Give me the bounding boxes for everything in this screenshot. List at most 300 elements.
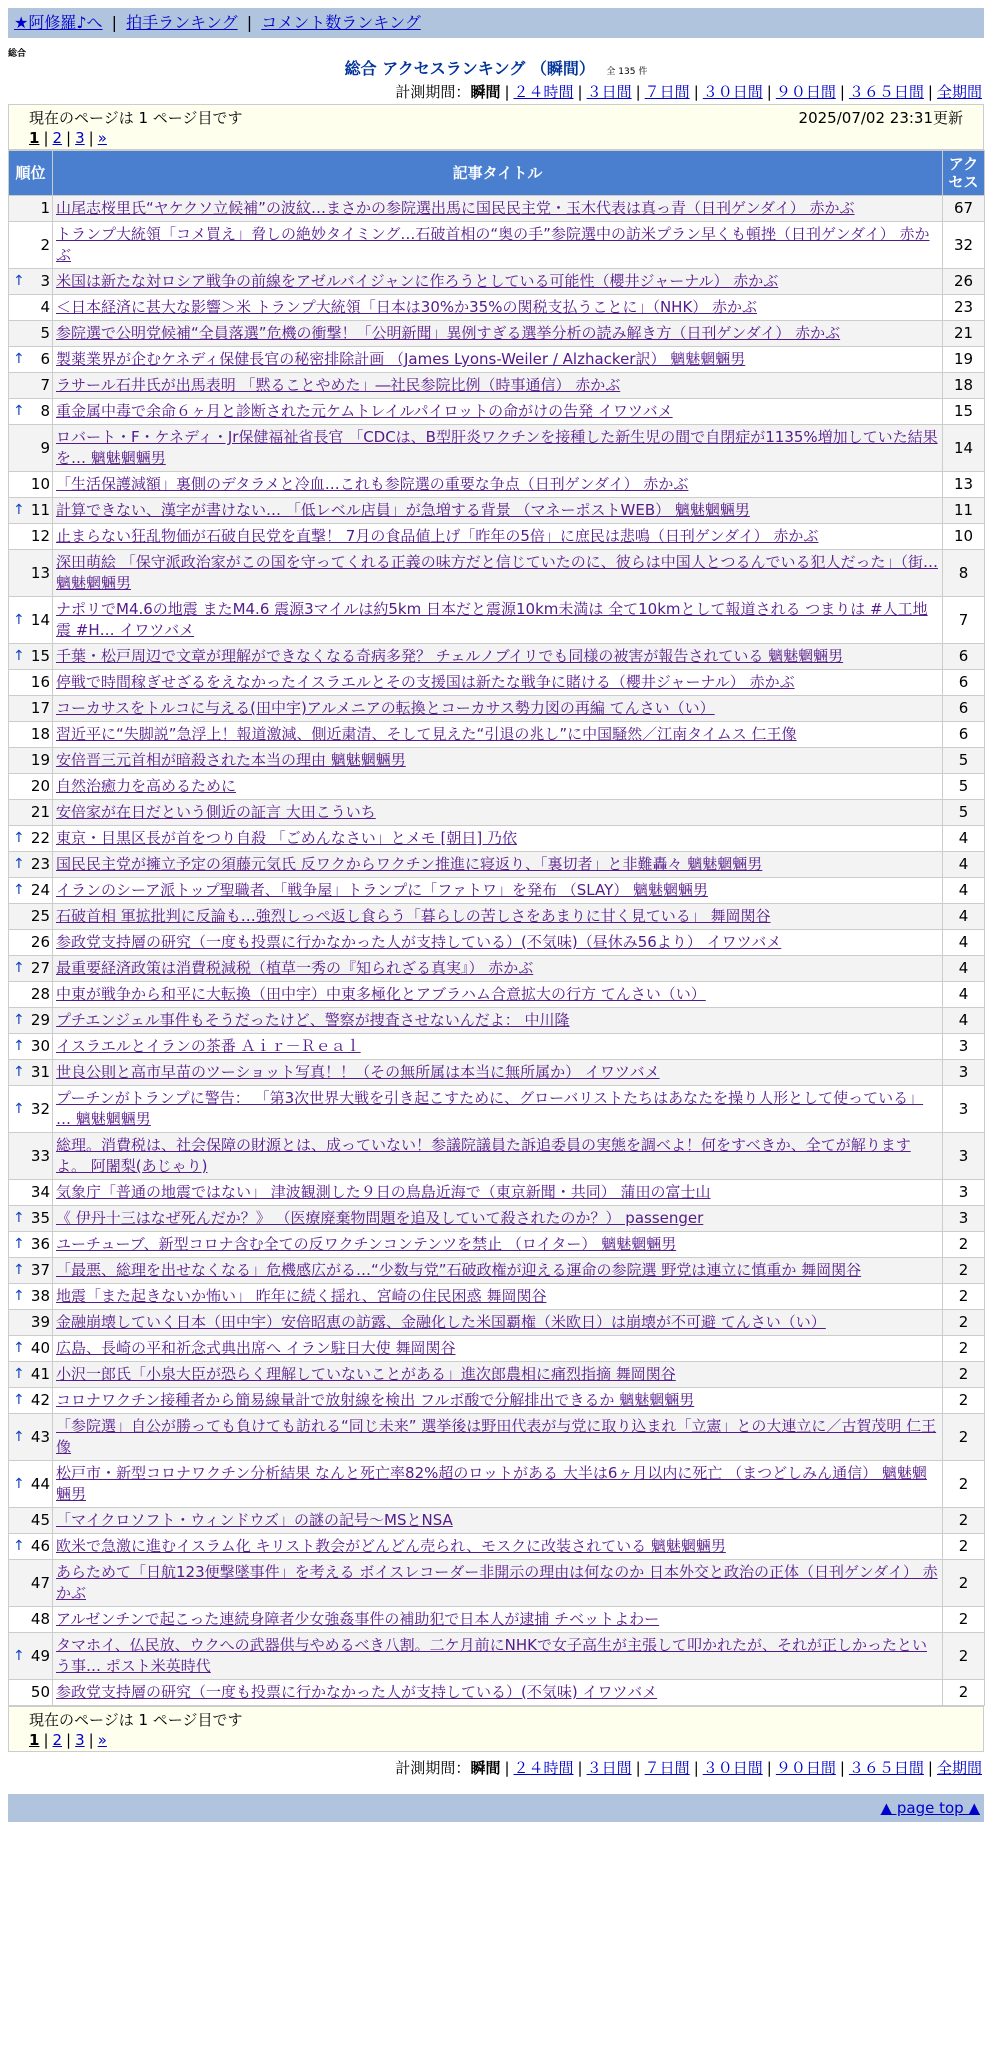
period-current: 瞬間 xyxy=(470,83,501,101)
title-cell xyxy=(53,347,943,373)
arrow-up-icon: ↑ xyxy=(13,1038,25,1054)
next-page-link[interactable]: » xyxy=(97,1731,107,1749)
article-link[interactable]: アルゼンチンで起こった連続身障者少女強姦事件の補助犯で日本人が逮捕 チベットよわー xyxy=(56,1610,660,1628)
rank-cell xyxy=(9,1336,53,1362)
table-row xyxy=(9,399,985,425)
period-selector-bottom xyxy=(8,1756,984,1780)
article-link[interactable]: イスラエルとイランの茶番 Ａｉｒ－Ｒｅａｌ xyxy=(56,1037,361,1055)
title-cell xyxy=(53,1086,943,1133)
article-link[interactable]: 松戸市・新型コロナワクチン分析結果 なんと死亡率82%超のロットがある 大半は6ヶ月以内に死亡 （まつどしみん通信） 魑魅魍魎男 xyxy=(56,1464,927,1503)
access-count: 5 xyxy=(943,774,985,800)
access-count: 6 xyxy=(943,670,985,696)
period-link[interactable]: ３日間 xyxy=(586,83,632,101)
access-count: 2 xyxy=(943,1680,985,1706)
rank-number: 39 xyxy=(30,1313,50,1331)
rank-cell xyxy=(9,1534,53,1560)
title-cell xyxy=(53,774,943,800)
title-cell xyxy=(53,399,943,425)
article-link[interactable]: ロバート・F・ケネディ・Jr保健福祉省長官 「CDCは、B型肝炎ワクチンを接種した新生児の間で自閉症が1135%増加していた結果を… 魑魅魍魎男 xyxy=(56,428,938,467)
article-link[interactable]: 最重要経済政策は消費税減税（植草一秀の『知られざる真実』） 赤かぶ xyxy=(56,959,534,977)
title-cell xyxy=(53,1284,943,1310)
period-current: 瞬間 xyxy=(470,1759,501,1777)
access-count: 8 xyxy=(943,550,985,597)
rank-number: 25 xyxy=(30,907,50,925)
period-separator: | xyxy=(839,1759,845,1777)
article-link[interactable]: 計算できない、漢字が書けない… 「低レベル店員」が急増する背景 （マネーポストWEB） 魑魅魍魎男 xyxy=(56,501,750,519)
table-row xyxy=(9,597,985,644)
article-link[interactable]: 小沢一郎氏「小泉大臣が恐らく理解していないことがある」進次郎農相に痛烈指摘 舞岡関谷 xyxy=(56,1365,676,1383)
period-link[interactable]: ２４時間 xyxy=(513,83,574,101)
article-link[interactable]: 世良公則と高市早苗のツーショット写真！！（その無所属は本当に無所属か） イワツバメ xyxy=(56,1063,660,1081)
period-separator: | xyxy=(693,83,699,101)
access-count: 4 xyxy=(943,956,985,982)
table-row xyxy=(9,1034,985,1060)
period-link[interactable]: ３日間 xyxy=(586,1759,632,1777)
table-row xyxy=(9,670,985,696)
title-cell xyxy=(53,550,943,597)
article-link[interactable]: 広島、長崎の平和祈念式典出席へ イラン駐日大使 舞岡関谷 xyxy=(56,1339,456,1357)
article-link[interactable]: ラサール石井氏が出馬表明 「黙ることやめた」―社民参院比例（時事通信） 赤かぶ xyxy=(56,376,621,394)
title-cell xyxy=(53,930,943,956)
access-count: 7 xyxy=(943,597,985,644)
rank-cell xyxy=(9,1034,53,1060)
rank-number: 3 xyxy=(40,272,50,290)
title-cell xyxy=(53,1560,943,1607)
arrow-up-icon: ↑ xyxy=(13,1428,25,1445)
rank-cell xyxy=(9,1560,53,1607)
title-cell xyxy=(53,748,943,774)
rank-number: 38 xyxy=(30,1287,50,1305)
article-link[interactable]: 自然治癒力を高めるために xyxy=(56,777,237,795)
access-count: 10 xyxy=(943,524,985,550)
page-link[interactable]: 2 xyxy=(52,129,63,147)
access-count: 2 xyxy=(943,1336,985,1362)
rank-cell xyxy=(9,1633,53,1680)
rank-number: 23 xyxy=(30,855,50,873)
article-link[interactable]: 千葉・松戸周辺で文章が理解ができなくなる奇病多発？ チェルノブイリでも同様の被害が報告されている 魑魅魍魎男 xyxy=(56,647,844,665)
access-count: 2 xyxy=(943,1414,985,1461)
title-cell xyxy=(53,295,943,321)
period-selector-top xyxy=(8,80,984,104)
title-cell xyxy=(53,644,943,670)
table-row xyxy=(9,1508,985,1534)
rank-cell xyxy=(9,1180,53,1206)
rank-number: 16 xyxy=(30,673,50,691)
article-link[interactable]: コロナワクチン接種者から簡易線量計で放射線を検出 フルボ酸で分解排出できるか 魑魅魍魎男 xyxy=(56,1391,695,1409)
title-cell xyxy=(53,269,943,295)
table-row xyxy=(9,1362,985,1388)
access-count: 2 xyxy=(943,1310,985,1336)
rank-cell xyxy=(9,826,53,852)
rank-number: 18 xyxy=(30,725,50,743)
title-cell xyxy=(53,1414,943,1461)
ranking-body xyxy=(9,196,985,1706)
page-link[interactable]: 3 xyxy=(75,129,85,147)
period-label: 計測期間： xyxy=(395,83,471,101)
period-link[interactable]: 全期間 xyxy=(936,83,982,101)
access-count: 4 xyxy=(943,852,985,878)
article-link[interactable]: 安倍家が在日だという側近の証言 大田こういち xyxy=(56,803,376,821)
rank-cell xyxy=(9,1008,53,1034)
arrow-up-icon: ↑ xyxy=(13,351,25,367)
title-cell xyxy=(53,800,943,826)
title-cell xyxy=(53,1461,943,1508)
article-link[interactable]: ＜日本経済に甚大な影響＞米 トランプ大統領「日本は30%か35%の関税支払うことに」（NHK） 赤かぶ xyxy=(56,298,758,316)
rank-number: 35 xyxy=(30,1209,50,1227)
access-count: 2 xyxy=(943,1362,985,1388)
period-link[interactable]: ３０日間 xyxy=(702,1759,763,1777)
title-cell xyxy=(53,597,943,644)
article-link[interactable]: 総理。消費税は、社会保障の財源とは、成っていない！参議院議員た訴追委員の実態を調べよ！何をすべきか、全てが解りますよ。 阿闍梨(あじゃり) xyxy=(56,1136,911,1175)
title-cell xyxy=(53,524,943,550)
rank-number: 22 xyxy=(30,829,50,847)
article-link[interactable]: 安倍晋三元首相が暗殺された本当の理由 魑魅魍魎男 xyxy=(56,751,406,769)
period-link[interactable]: 全期間 xyxy=(936,1759,982,1777)
arrow-up-icon: ↑ xyxy=(13,611,25,628)
total-count: 全 135 件 xyxy=(606,67,648,77)
article-link[interactable]: 止まらない狂乱物価が石破自民党を直撃！ 7月の食品値上げ「昨年の5倍」に庶民は悲鳴（日刊ゲンダイ） 赤かぶ xyxy=(56,527,819,545)
title-cell xyxy=(53,1206,943,1232)
table-row xyxy=(9,1060,985,1086)
article-link[interactable]: 山尾志桜里氏“ヤケクソ立候補”の波紋…まさかの参院選出馬に国民民主党・玉木代表は真っ青（日刊ゲンダイ） 赤かぶ xyxy=(56,199,855,217)
article-link[interactable]: 参院選で公明党候補“全員落選”危機の衝撃！「公明新聞」異例すぎる選挙分析の読み解き方（日刊ゲンダイ） 赤かぶ xyxy=(56,324,841,342)
arrow-up-icon: ↑ xyxy=(13,1340,25,1356)
period-separator: | xyxy=(927,1759,933,1777)
rank-number: 36 xyxy=(30,1235,50,1253)
period-link[interactable]: ３６５日間 xyxy=(848,83,924,101)
rank-cell xyxy=(9,982,53,1008)
access-count: 67 xyxy=(943,196,985,222)
article-link[interactable]: 「生活保護減額」裏側のデタラメと冷血…これも参院選の重要な争点（日刊ゲンダイ） 赤かぶ xyxy=(56,475,689,493)
table-row xyxy=(9,550,985,597)
access-count: 4 xyxy=(943,904,985,930)
period-link[interactable]: ９０日間 xyxy=(775,83,836,101)
access-count: 2 xyxy=(943,1633,985,1680)
table-row xyxy=(9,1086,985,1133)
period-separator: | xyxy=(577,1759,583,1777)
rank-number: 2 xyxy=(40,235,50,254)
arrow-up-icon: ↑ xyxy=(13,1012,25,1028)
period-link[interactable]: ３６５日間 xyxy=(848,1759,924,1777)
title-cell xyxy=(53,722,943,748)
access-count: 2 xyxy=(943,1232,985,1258)
article-link[interactable]: ナポリでM4.6の地震 またM4.6 震源3マイルは約5km 日本だと震源10km未満は 全て10kmとして報道される つまりは #人工地震 #H… イワツバメ xyxy=(56,600,928,639)
arrow-up-icon: ↑ xyxy=(13,856,25,872)
table-row xyxy=(9,1534,985,1560)
rank-number: 8 xyxy=(40,402,50,420)
access-count: 4 xyxy=(943,982,985,1008)
page-separator: | xyxy=(43,129,49,147)
ranking-table xyxy=(8,150,985,1706)
rank-cell xyxy=(9,852,53,878)
article-link[interactable]: 習近平に“失脚説”急浮上！報道激減、側近粛清、そして見えた“引退の兆し”に中国騒然／江南タイムス 仁王像 xyxy=(56,725,797,743)
table-row xyxy=(9,644,985,670)
title-cell xyxy=(53,982,943,1008)
access-count: 4 xyxy=(943,930,985,956)
arrow-up-icon: ↑ xyxy=(13,273,25,289)
page-link[interactable]: 1 xyxy=(29,1731,40,1749)
clap-ranking-link[interactable]: 拍手ランキング xyxy=(126,13,238,32)
title-cell xyxy=(53,1310,943,1336)
arrow-up-icon: ↑ xyxy=(13,882,25,898)
rank-number: 28 xyxy=(30,985,50,1003)
article-link[interactable]: 米国は新たな対ロシア戦争の前線をアゼルバイジャンに作ろうとしている可能性（櫻井ジャーナル） 赤かぶ xyxy=(56,272,779,290)
period-link[interactable]: ７日間 xyxy=(644,1759,690,1777)
arrow-up-icon: ↑ xyxy=(13,960,25,976)
article-link[interactable]: プーチンがトランプに警告： 「第3次世界大戦を引き起こすために、グローバリストたちはあなたを操り人形として使っている」 … 魑魅魍魎男 xyxy=(56,1089,924,1128)
title-cell xyxy=(53,498,943,524)
rank-number: 29 xyxy=(30,1011,50,1029)
article-link[interactable]: タマホイ、仏民放、ウクへの武器供与やめるべき八割。二ケ月前にNHKで女子高生が主張して叩かれたが、それが正しかったという事… ポスト米英時代 xyxy=(56,1636,927,1675)
rank-number: 48 xyxy=(30,1610,50,1628)
table-row xyxy=(9,800,985,826)
rank-cell xyxy=(9,930,53,956)
article-link[interactable]: 《 伊丹十三はなぜ死んだか？》 （医療廃棄物問題を追及していて殺されたのか？） passenger xyxy=(56,1209,704,1227)
rank-cell xyxy=(9,321,53,347)
rank-number: 9 xyxy=(40,438,50,457)
article-link[interactable]: 「最悪、総理を出せなくなる」危機感広がる…“少数与党”石破政権が迎える運命の参院選 野党は連立に慎重か 舞岡関谷 xyxy=(56,1261,862,1279)
access-count: 26 xyxy=(943,269,985,295)
pager-bottom xyxy=(8,1706,984,1752)
rank-cell xyxy=(9,1060,53,1086)
access-count: 2 xyxy=(943,1508,985,1534)
article-link[interactable]: 「参院選」自公が勝っても負けても訪れる“同じ未来” 選挙後は野田代表が与党に取り込まれ「立憲」との大連立に／古賀茂明 仁王像 xyxy=(56,1417,937,1456)
current-page-text: 現在のページは 1 ページ目です xyxy=(29,109,243,127)
title-cell xyxy=(53,1607,943,1633)
table-row xyxy=(9,748,985,774)
page-separator: | xyxy=(43,1731,49,1749)
table-row xyxy=(9,1461,985,1508)
page-title-row xyxy=(8,58,984,80)
article-link[interactable]: コーカサスをトルコに与える(田中宇)アルメニアの転換とコーカサス勢力図の再編 てんさい（い） xyxy=(56,699,715,717)
page-link[interactable]: 2 xyxy=(52,1731,63,1749)
arrow-up-icon: ↑ xyxy=(13,1288,25,1304)
title-cell xyxy=(53,1336,943,1362)
bottom-bar xyxy=(8,1794,984,1822)
table-row xyxy=(9,1633,985,1680)
rank-cell xyxy=(9,524,53,550)
article-link[interactable]: 参政党支持層の研究（一度も投票に行かなかった人が支持している）(不気味)（昼休み56より） イワツバメ xyxy=(56,933,782,951)
rank-number: 34 xyxy=(30,1183,50,1201)
page-title: 総合 アクセスランキング （瞬間） xyxy=(344,59,595,78)
rank-number: 40 xyxy=(30,1339,50,1357)
access-count: 3 xyxy=(943,1180,985,1206)
period-separator: | xyxy=(635,83,641,101)
access-count: 6 xyxy=(943,644,985,670)
rank-cell xyxy=(9,1508,53,1534)
comment-ranking-link[interactable]: コメント数ランキング xyxy=(261,13,421,32)
access-count: 3 xyxy=(943,1086,985,1133)
article-link[interactable]: 地震「また起きないか怖い」 昨年に続く揺れ、宮崎の住民困惑 舞岡関谷 xyxy=(56,1287,547,1305)
top-nav xyxy=(8,8,984,38)
title-cell xyxy=(53,1508,943,1534)
period-link[interactable]: ９０日間 xyxy=(775,1759,836,1777)
table-row xyxy=(9,826,985,852)
arrow-up-icon: ↑ xyxy=(13,1064,25,1080)
period-separator: | xyxy=(504,1759,510,1777)
page-wrapper xyxy=(8,0,984,1822)
rank-number: 46 xyxy=(30,1537,50,1555)
rank-number: 26 xyxy=(30,933,50,951)
article-link[interactable]: 金融崩壊していく日本（田中宇）安倍昭恵の訪露、金融化した米国覇権（米欧日）は崩壊が不可避 てんさい（い） xyxy=(56,1313,826,1331)
rank-number: 13 xyxy=(30,563,50,582)
rank-cell xyxy=(9,670,53,696)
title-cell xyxy=(53,1034,943,1060)
arrow-up-icon: ↑ xyxy=(13,502,25,518)
table-row xyxy=(9,373,985,399)
rank-number: 5 xyxy=(40,324,50,342)
title-cell xyxy=(53,1060,943,1086)
period-separator: | xyxy=(766,1759,772,1777)
arrow-up-icon: ↑ xyxy=(13,1262,25,1278)
access-count: 6 xyxy=(943,696,985,722)
access-count: 5 xyxy=(943,748,985,774)
table-header-row xyxy=(9,151,985,196)
article-link[interactable]: トランプ大統領「コメ買え」脅しの絶妙タイミング…石破首相の“奥の手”参院選中の訪米プラン早くも頓挫（日刊ゲンダイ） 赤かぶ xyxy=(56,225,930,264)
table-row xyxy=(9,852,985,878)
article-link[interactable]: 「マイクロソフト・ウィンドウズ」の謎の記号～MSとNSA xyxy=(56,1511,453,1529)
title-cell xyxy=(53,1180,943,1206)
rank-cell xyxy=(9,1133,53,1180)
rank-number: 42 xyxy=(30,1391,50,1409)
table-row xyxy=(9,1388,985,1414)
pager-top xyxy=(8,104,984,150)
rank-number: 14 xyxy=(30,610,50,629)
table-row xyxy=(9,1607,985,1633)
rank-number: 27 xyxy=(30,959,50,977)
rank-cell xyxy=(9,748,53,774)
article-link[interactable]: 参政党支持層の研究（一度も投票に行かなかった人が支持している）(不気味) イワツバメ xyxy=(56,1683,658,1701)
article-link[interactable]: 停戦で時間稼ぎせざるをえなかったイスラエルとその支援国は新たな戦争に賭ける（櫻井ジャーナル） 赤かぶ xyxy=(56,673,795,691)
rank-cell xyxy=(9,295,53,321)
access-count: 2 xyxy=(943,1534,985,1560)
title-cell xyxy=(53,1680,943,1706)
updated-timestamp: 2025/07/02 23:31更新 xyxy=(798,109,963,127)
rank-cell xyxy=(9,550,53,597)
access-count: 3 xyxy=(943,1206,985,1232)
title-cell xyxy=(53,222,943,269)
access-count: 21 xyxy=(943,321,985,347)
rank-number: 32 xyxy=(30,1099,50,1118)
title-cell xyxy=(53,1388,943,1414)
rank-cell xyxy=(9,269,53,295)
access-count: 2 xyxy=(943,1461,985,1508)
rank-number: 50 xyxy=(30,1683,50,1701)
arrow-up-icon: ↑ xyxy=(13,830,25,846)
category-tag: 総合 xyxy=(8,49,27,59)
article-link[interactable]: 気象庁「普通の地震ではない」 津波観測した９日の鳥島近海で（東京新聞・共同） 蒲田の富士山 xyxy=(56,1183,711,1201)
article-link[interactable]: 石破首相 軍拡批判に反論も…強烈しっぺ返し食らう「暮らしの苦しさをあまりに甘く見ている」 舞岡関谷 xyxy=(56,907,771,925)
article-link[interactable]: 東京・目黒区長が首をつり自殺 「ごめんなさい」とメモ [朝日] 乃依 xyxy=(56,829,518,847)
rank-number: 45 xyxy=(30,1511,50,1529)
table-row xyxy=(9,1133,985,1180)
period-separator: | xyxy=(504,83,510,101)
access-count: 4 xyxy=(943,1008,985,1034)
rank-number: 37 xyxy=(30,1261,50,1279)
table-row xyxy=(9,472,985,498)
article-link[interactable]: ユーチューブ、新型コロナ含む全ての反ワクチンコンテンツを禁止 （ロイター） 魑魅魍魎男 xyxy=(56,1235,677,1253)
page-separator: | xyxy=(88,1731,94,1749)
article-link[interactable]: 国民民主党が擁立予定の須藤元気氏 反ワクからワクチン推進に寝返り、「裏切者」と非難轟々 魑魅魍魎男 xyxy=(56,855,763,873)
article-link[interactable]: 中東が戦争から和平に大転換（田中宇）中東多極化とアブラハム合意拡大の行方 てんさい（い） xyxy=(56,985,706,1003)
access-count: 5 xyxy=(943,800,985,826)
rank-number: 20 xyxy=(30,777,50,795)
title-cell xyxy=(53,196,943,222)
table-row xyxy=(9,295,985,321)
title-cell xyxy=(53,1534,943,1560)
rank-cell xyxy=(9,1284,53,1310)
period-link[interactable]: ７日間 xyxy=(644,83,690,101)
pager-status-row xyxy=(29,1710,963,1730)
access-count: 15 xyxy=(943,399,985,425)
arrow-up-icon: ↑ xyxy=(13,1100,25,1117)
table-row xyxy=(9,904,985,930)
access-count: 3 xyxy=(943,1034,985,1060)
table-row xyxy=(9,774,985,800)
title-cell xyxy=(53,1362,943,1388)
access-count: 2 xyxy=(943,1284,985,1310)
rank-number: 12 xyxy=(30,527,50,545)
page-top-link[interactable]: ▲ page top ▲ xyxy=(880,1799,980,1817)
article-link[interactable]: イランのシーア派トップ聖職者、「戦争屋」トランプに「ファトワ」を発布 （SLAY） 魑魅魍魎男 xyxy=(56,881,709,899)
period-link[interactable]: ３０日間 xyxy=(702,83,763,101)
rank-cell xyxy=(9,597,53,644)
rank-cell xyxy=(9,878,53,904)
table-row xyxy=(9,982,985,1008)
article-link[interactable]: 深田萌絵 「保守派政治家がこの国を守ってくれる正義の味方だと信じていたのに、彼らは中国人とつるんでいる犯人だった」（街… 魑魅魍魎男 xyxy=(56,553,938,592)
table-row xyxy=(9,930,985,956)
article-link[interactable]: 欧米で急激に進むイスラム化 キリスト教会がどんどん売られ、モスクに改装されている 魑魅魍魎男 xyxy=(56,1537,726,1555)
page-link[interactable]: 3 xyxy=(75,1731,85,1749)
title-cell xyxy=(53,852,943,878)
rank-number: 49 xyxy=(30,1646,50,1665)
title-cell xyxy=(53,696,943,722)
home-link[interactable]: ★阿修羅♪へ xyxy=(14,13,103,32)
article-link[interactable]: あらためて「日航123便撃墜事件」を考える ボイスレコーダー非開示の理由は何なのか 日本外交と政治の正体（日刊ゲンダイ） 赤かぶ xyxy=(56,1563,938,1602)
rank-number: 10 xyxy=(30,475,50,493)
title-cell xyxy=(53,1258,943,1284)
article-link[interactable]: プチエンジェル事件もそうだったけど、警察が捜査させないんだよ： 中川隆 xyxy=(56,1011,570,1029)
table-row xyxy=(9,269,985,295)
rank-cell xyxy=(9,1680,53,1706)
title-cell xyxy=(53,1008,943,1034)
access-count: 2 xyxy=(943,1388,985,1414)
title-cell xyxy=(53,1633,943,1680)
rank-cell xyxy=(9,1086,53,1133)
rank-cell xyxy=(9,498,53,524)
page-link[interactable]: 1 xyxy=(29,129,40,147)
page-separator: | xyxy=(66,129,72,147)
period-link[interactable]: ２４時間 xyxy=(513,1759,574,1777)
article-link[interactable]: 重金属中毒で余命６ヶ月と診断された元ケムトレイルパイロットの命がけの告発 イワツバメ xyxy=(56,402,673,420)
rank-header: 順位 xyxy=(9,151,53,196)
period-separator: | xyxy=(927,83,933,101)
rank-cell xyxy=(9,1607,53,1633)
table-row xyxy=(9,1680,985,1706)
article-link[interactable]: 製薬業界が企むケネディ保健長官の秘密排除計画 （James Lyons-Weiler / Alzhacker訳） 魑魅魍魎男 xyxy=(56,350,746,368)
access-count: 2 xyxy=(943,1258,985,1284)
table-row xyxy=(9,1414,985,1461)
rank-cell xyxy=(9,956,53,982)
arrow-up-icon: ↑ xyxy=(13,1366,25,1382)
access-count: 4 xyxy=(943,826,985,852)
next-page-link[interactable]: » xyxy=(97,129,107,147)
table-row xyxy=(9,722,985,748)
arrow-up-icon: ↑ xyxy=(13,648,25,664)
table-row xyxy=(9,1008,985,1034)
nav-separator: | xyxy=(111,13,118,32)
title-cell xyxy=(53,425,943,472)
